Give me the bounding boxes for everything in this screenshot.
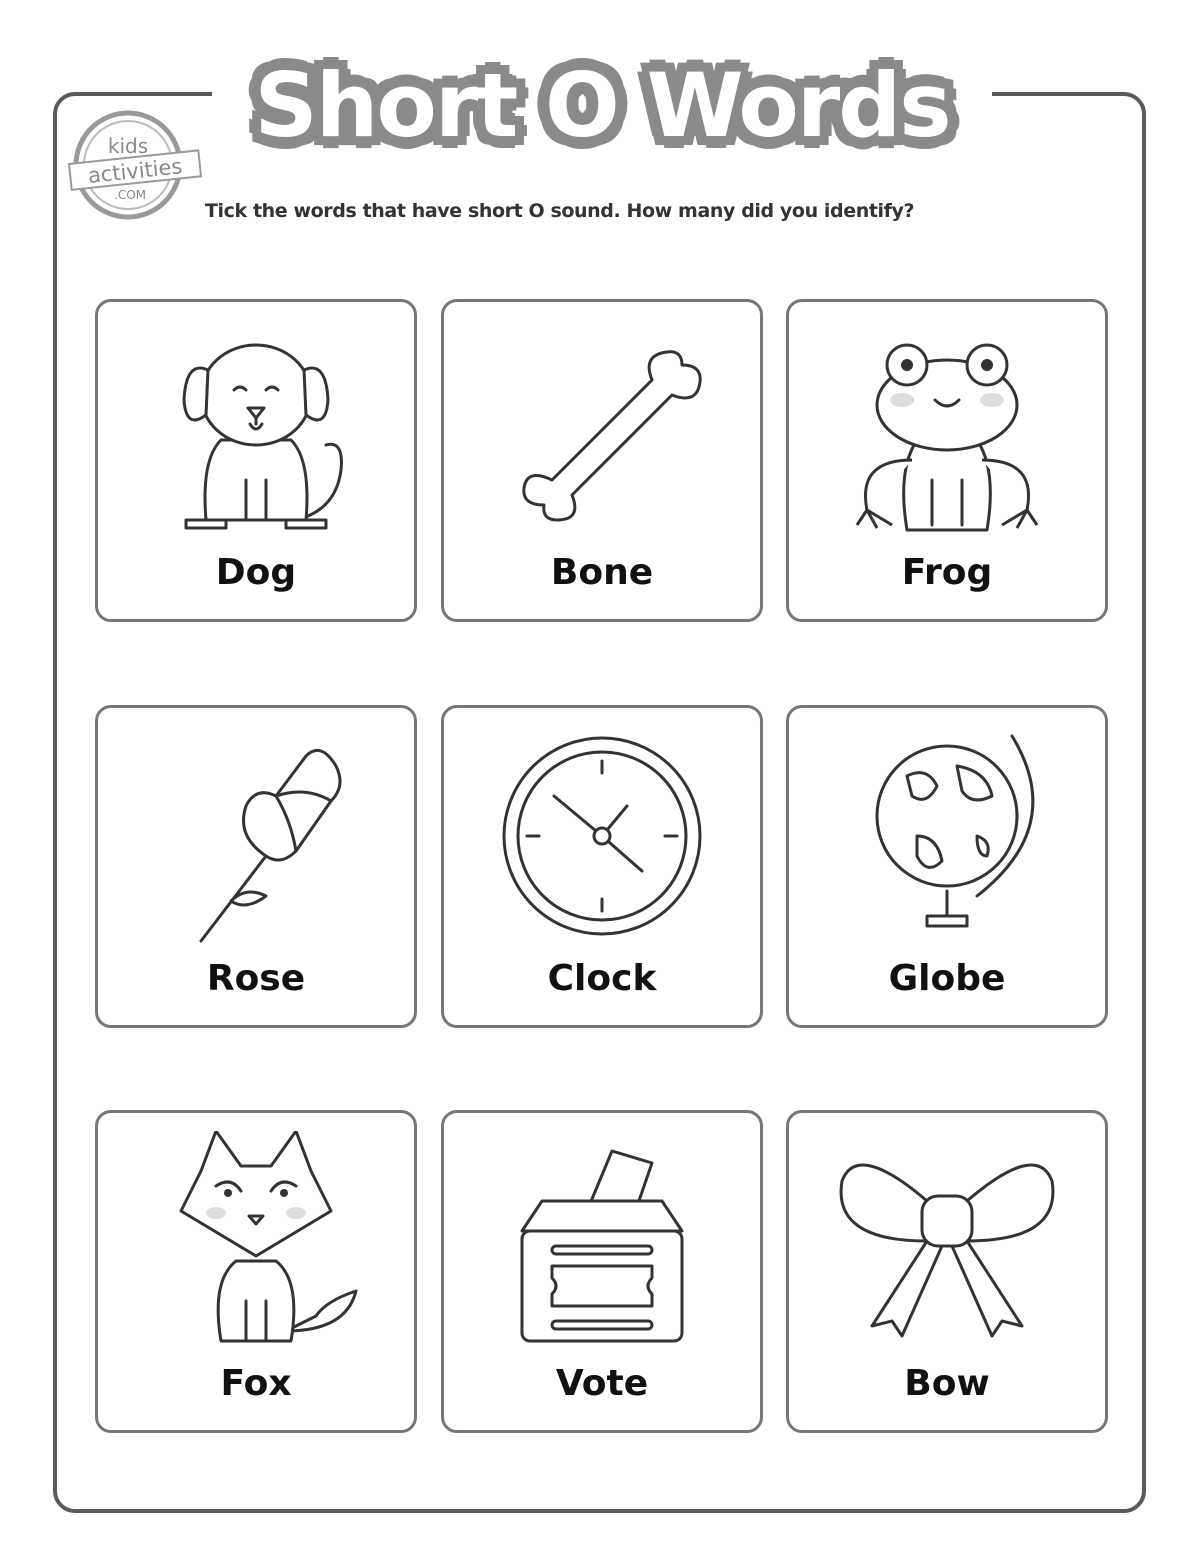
kids-activities-logo bbox=[66, 105, 206, 225]
fox-icon bbox=[146, 1131, 366, 1351]
card-label: Vote bbox=[555, 1363, 649, 1404]
word-card-fox[interactable] bbox=[95, 1110, 417, 1433]
page-title: Short O Words bbox=[254, 53, 950, 157]
word-card-bone[interactable] bbox=[441, 299, 763, 622]
card-label: Frog bbox=[901, 552, 993, 593]
card-label: Bow bbox=[904, 1363, 990, 1404]
word-card-rose[interactable] bbox=[95, 705, 417, 1028]
bow-icon bbox=[817, 1131, 1077, 1351]
svg-text:activities: activities bbox=[86, 154, 184, 188]
globe-icon bbox=[837, 726, 1057, 946]
svg-text:kids: kids bbox=[107, 134, 149, 158]
rose-icon bbox=[146, 726, 366, 946]
card-label: Fox bbox=[220, 1363, 292, 1404]
title-banner bbox=[212, 40, 992, 170]
word-card-globe[interactable] bbox=[786, 705, 1108, 1028]
word-card-bow[interactable] bbox=[786, 1110, 1108, 1433]
card-label: Bone bbox=[550, 552, 654, 593]
clock-icon bbox=[492, 726, 712, 946]
card-label: Rose bbox=[206, 958, 306, 999]
ballot-box-icon bbox=[492, 1131, 712, 1351]
word-card-vote[interactable] bbox=[441, 1110, 763, 1433]
card-label: Dog bbox=[215, 552, 297, 593]
card-label: Clock bbox=[547, 958, 657, 999]
dog-icon bbox=[146, 320, 366, 540]
svg-text:.COM: .COM bbox=[114, 188, 146, 202]
card-label: Globe bbox=[888, 958, 1006, 999]
bone-icon bbox=[492, 320, 712, 540]
word-card-clock[interactable] bbox=[441, 705, 763, 1028]
word-card-dog[interactable] bbox=[95, 299, 417, 622]
word-card-frog[interactable] bbox=[786, 299, 1108, 622]
instructions: Tick the words that have short O sound. How many did you identify? bbox=[205, 200, 915, 222]
frog-icon bbox=[837, 320, 1057, 540]
